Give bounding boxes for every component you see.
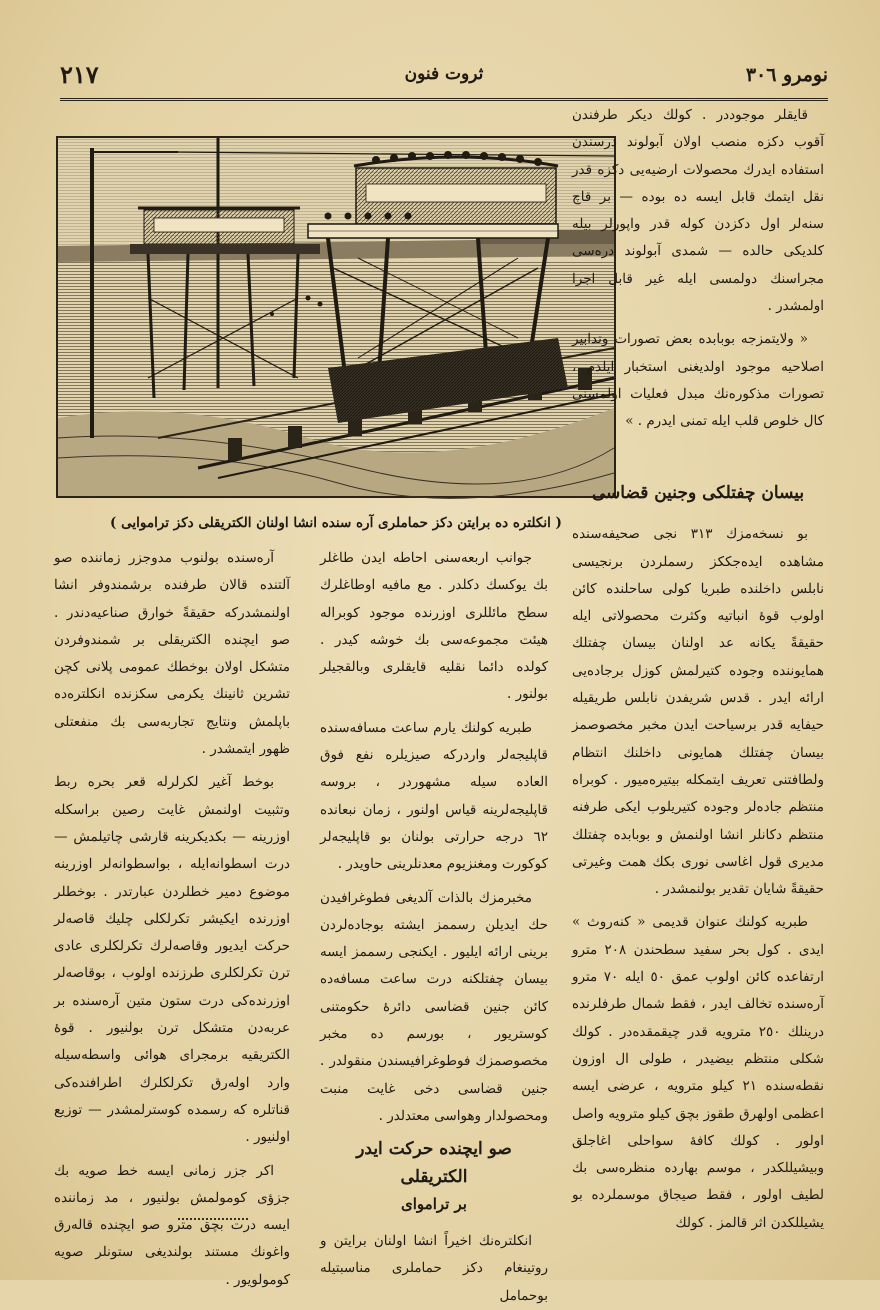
page-header [60,60,828,100]
paragraph: قايقلر موجوددر . كولك ديكر طرفندن آقوب دكزه منصب اولان آبولوند درسندن استفاده ايدرك محصولات ارضيه‌يی دكزه قدر نقل ايتمك قابل ايسه ده بوده — بر قاچ سنه‌لر اول دكزدن كوله قدر واپورلر بيله كلديكی حالده — شمدی آبولوند دره‌سی مجراسنك دولمسی ايله غير قابل اجرا اولمشدر . [572,107,824,315]
paragraph: طبريه كولنك عنوان قديمی « كنه‌روث » ايدی . كول بحر سفيد سطحندن ٢٠٨ مترو ارتفاعده كائن اولوب عمق ٥٠ ايله ٧٠ مترو آره‌سنده تخالف ايدر ، فقط شمال طرفلرنده درينلك ٢٥٠ مترويه قدر چيقمقده‌در . كولك شكلی منتظم بيضيدر ، طولی ال اوزون نقطه‌سنده ٢١ كيلو مترويه ، عرضی ايسه اعظمی اولهرق طقوز بچق كيلو مترويه واصل اولور . كولك كافهٔ سواحلی اغاجلق وبيشيللكدر ، موسم بهارده منظره‌سی بك لطيف اولور ، فقط صيجاق موسملرده بو يشيللكدن اثر قالمز . كولك [572,914,825,1231]
issue-number: نومرو ٣٠٦ [745,64,828,86]
engraving [58,138,614,496]
paragraph: بو نسخه‌مزك ٣١٣ نجی صحيفه‌سنده مشاهده ايده‌جككز رسملردن برنجيسی نابلس داخلنده طبريا كولی ساحلنده كائن اولوب قوهٔ انباتيه وكثرت محصولاتی ايله حقيقةً يكانه عد اولنان بيسان چفتلك همايوننده وجوده كتيرلمش كوزل برجاده‌يی ارائه ايدر . قدس شريفدن نابلس طريقيله حيفايه قدر برسياحت ايدن مخبر مخصوصمز بيسان چفتلك همايونی داخلنك انتظام ولطافتنی تعريف ايتمكله بيتيره‌ميور . كوبراه منتظم جاده‌لر وجوده كتيريلوب ايكی طرفنه منتظم دكانلر انشا اولنمش و بوبابده چفتلك مديری قول اغاسی نوری بكك همت وغيرتی حقيقةً شايان تقدير بولنمشدر . [572,526,824,898]
paragraph: اكر جزر زمانی ايسه خط صويه بك جزؤی كومولمش بولنيور ، مد زماننده ايسه درت بچق مترو صو ايچنده قاله‌رق واغونك مستند بولنديغی ستونلر صويه كومولويور . [54,1162,290,1288]
section-heading-beisan: بيسان چفتلكی وجنين قضاسی [591,483,805,503]
section-heading-tram-line2: بر تراموای [401,1194,467,1213]
paragraph: آره‌سنده بولنوب مدوجزر زماننده صو آلتنده قالان طرفنده برشمندوفر انشا اولنمشدركه حقيقةً خوارق صناعيه‌دندر . صو ايچنده الكتريقلی بر شمندوفردن متشكل اولان بوخطك عمومی پلانی كچن تشرين ثانينك يكرمی سكزنده انكلتره‌ده باپلمش ونتايج تجاربه‌سی بك منفعتلی ظهور ايتمشدر . [54,550,290,758]
paragraph: طبريه كولنك يارم ساعت مسافه‌سنده قاپليجه‌لر واردركه صيزيلره نفع فوق العاده سيله مشهوردر ، بروسه قاپليجه‌لرينه قياس اولنور ، زمان نبعانده ٦٢ درجه حرارتی بولنان بو قاپليجه‌لر كوكورت ومغنزيوم معدنلرينی حاويدر . [320,719,548,873]
paragraph: انكلتره‌نك اخيراً انشا اولنان برايتن و روتينغام دكز حماملری مناسبتيله بوحمامل [320,1233,548,1304]
paragraph: « ولايتمزجه بوبابده بعض تصورات وتدابير اصلاحيه موجود اولديغنی استخبار ايلدم ، تصورات مذكوره‌نك مبدل فعليات اولمسنی كال خلوص قلب ايله تمنی ايدرم . » [572,331,824,430]
right-column-continuation [572,102,824,470]
section-heading-tram: صو ايچنده حركت ايدر الكتريقلی [356,1139,512,1187]
left-column [54,545,290,1288]
middle-column [320,545,548,1304]
page-number: ٢١٧ [60,60,99,89]
figure-caption: ( انكلتره ده برايتن دكز حماملری آره سنده انشا اولنان الكتريقلی دكز تراموايی ) [110,515,562,531]
paragraph: مخبرمزك بالذات آلديغی فطوغرافيدن حك ايديلن رسممز ايشته بوجاده‌لردن برينی ارائه ايليور . ايكنجی رسممز ايسه بيسان چفتلكنه درت ساعت مسافه‌ده كائن جنين قضاسی دائرهٔ حكومتنی كوستريور ، بورسم ده مخبر مخصوصمزك فوطوغرافيسندن منقولدر . جنين قضاسی دخی غايت منبت ومحصولدار وهواسی معتدلدر . [320,889,548,1124]
electric-sea-tram-illustration [56,136,616,498]
right-column [572,470,825,1231]
header-rule [60,98,828,101]
end-ornament [178,1218,248,1220]
paragraph: جوانب اربعه‌سنی احاطه ايدن طاغلر بك يوكسك دكلدر . مع مافيه اوطاغلرك سطح مائللری اوزرنده موجود كوبراله هيئت مجموعه‌سی بك خوشه كيدر . كولده دائما نقليه قايقلری وبالقجيلر بولنور . [320,550,548,703]
journal-title: ثروت فنون [404,64,484,84]
paragraph: بوخط آغير لكرلرله قعر بحره ربط وتثبيت اولنمش غايت رصين براسكله اوزرينه — بكديكرينه قارشی چاتيلمش — درت اسطوانه‌ايله ، بواسطوانه‌لر اوزرينه موضوع دمير خطلردن عبارتدر . بوخطلر اوزرنده ايكيشر تكرلكلی چليك قاصه‌لر حركت ايديور وقاصه‌لرك تكرلكلری عادی ترن تكرلكلری طرزنده اولوب ، بوقاصه‌لر اوزرنده‌كی درت ستون متين آره‌سنده بر عربه‌دن متشكل ترن بولنيور . قوهٔ الكتريقيه برمجرای هوائی واسطه‌سيله وارد اوله‌رق تكرلكلرك اطرافنده‌كی قناتلره كه رسمده كوسترلمشدر — توزيع اولنيور . [54,774,290,1146]
